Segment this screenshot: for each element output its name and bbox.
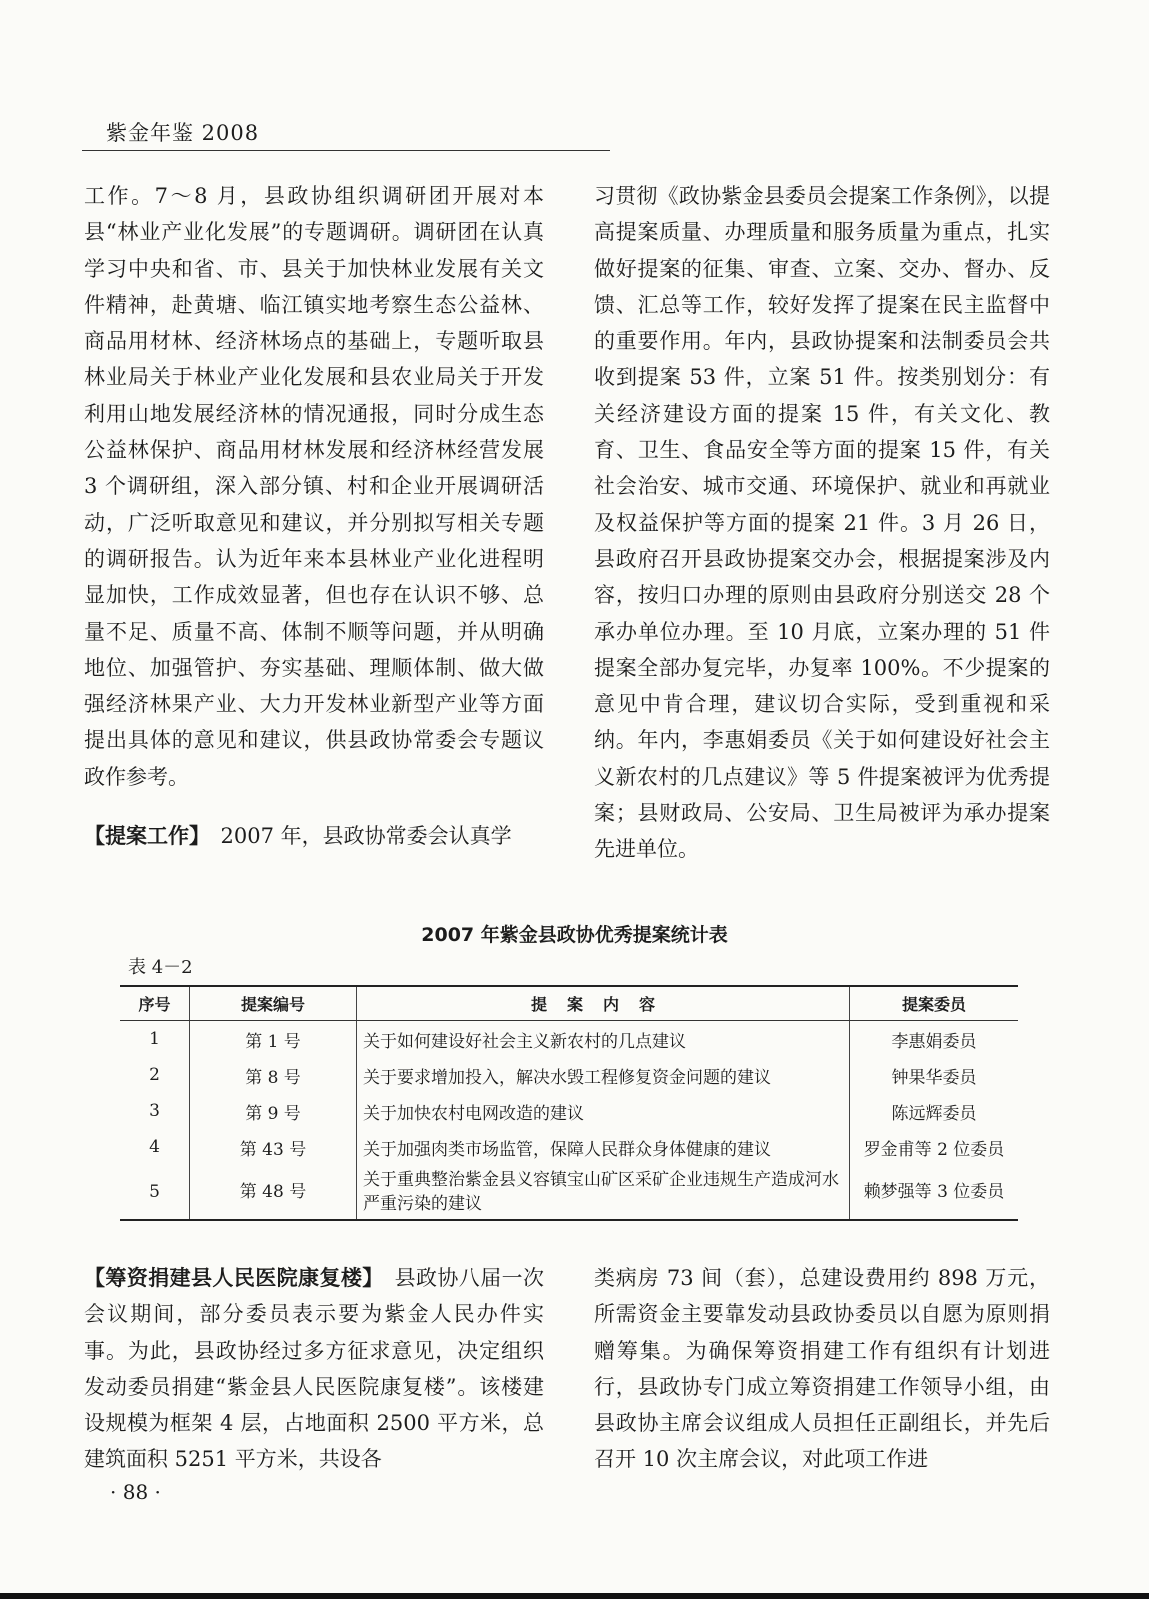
scan-edge-bar [0,1593,1149,1599]
row-no: 4 [149,1137,160,1157]
table-title: 2007 年紫金县政协优秀提案统计表 [421,924,728,946]
header-rule [82,150,610,151]
proposal-work-continued: 习贯彻《政协紫金县委员会提案工作条例》，以提高提案质量、办理质量和服务质量为重点，扎实做好提案的征集、审查、立案、交办、督办、反馈、汇总等工作，较好发挥了提案在民主监督中的重要作用。年内，县政协提案和法制委员会共收到提案 53 件，立案 51 件。按类别划分：有关经济建设方面的提案 15 件，有关文化、教育、卫生、食品安全等方面的提案 15 件，有关社会治安、城市交通、环境保护、就业和再就业及权益保护等方面的提案 21 件。3 月 26 日，县政府召开县政协提案交办会，根据提案涉及内容，按归口办理的原则由县政府分别送交 28 个承办单位办理。至 10 月底，立案办理的 51 件提案全部办复完毕，办复率 100%。不少提案的意见中肯合理，建议切合实际，受到重视和采纳。年内，李惠娟委员《关于如何建设好社会主义新农村的几点建议》等 5 件提案被评为优秀提案；县财政局、公安局、卫生局被评为承办提案先进单位。 [594,184,1050,862]
section-gap [84,795,544,818]
header-member: 提案委员 [850,986,1019,1021]
table-row [120,1057,1018,1093]
bottom-right-column [594,1260,1050,1478]
row-code: 第 1 号 [190,1021,357,1058]
header-code: 提案编号 [190,986,357,1021]
excellent-proposals-table [120,985,1018,1221]
hospital-fundraising-continued: 类病房 73 间（套），总建设费用约 898 万元，所需资金主要靠发动县政协委员以自愿为原则捐赠筹集。为确保筹资捐建工作有组织有计划进行，县政协专门成立筹资捐建工作领导小组，由县政协主席会议组成人员担任正副组长，并先后召开 10 次主席会议，对此项工作进 [594,1266,1050,1472]
row-member: 赖梦强等 3 位委员 [850,1165,1019,1220]
row-content: 关于重典整治紫金县义容镇宝山矿区采矿企业违规生产造成河水严重污染的建议 [357,1165,850,1220]
row-code: 第 43 号 [190,1129,357,1165]
row-no: 1 [149,1029,160,1049]
row-content: 关于如何建设好社会主义新农村的几点建议 [357,1021,850,1058]
left-column [84,178,544,854]
row-no: 2 [149,1065,160,1085]
row-content: 关于加强肉类市场监管，保障人民群众身体健康的建议 [357,1129,850,1165]
header-no: 序号 [120,986,190,1021]
row-no: 5 [120,1165,190,1220]
row-content: 关于加快农村电网改造的建议 [357,1093,850,1129]
section-heading-hospital: 【筹资捐建县人民医院康复楼】 [84,1266,374,1290]
row-member: 罗金甫等 2 位委员 [850,1129,1019,1165]
row-member: 陈远辉委员 [850,1093,1019,1129]
page-number: · 88 · [110,1480,161,1504]
row-code: 第 8 号 [190,1057,357,1093]
table-row [120,1021,1018,1058]
table-id: 表 4－2 [128,957,193,978]
row-no: 3 [149,1101,160,1121]
row-content: 关于要求增加投入，解决水毁工程修复资金问题的建议 [357,1057,850,1093]
row-member: 钟果华委员 [850,1057,1019,1093]
bottom-left-column [84,1260,544,1478]
row-member: 李惠娟委员 [850,1021,1019,1058]
section-heading-proposal-work: 【提案工作】 [84,824,200,849]
hospital-fundraising-text: 县政协八届一次会议期间，部分委员表示要为紫金人民办件实事。为此，县政协经过多方征求意见，决定组织发动委员捐建“紫金县人民医院康复楼”。该楼建设规模为框架 4 层，占地面积 2500 平方米，总建筑面积 5251 平方米，共设各 [84,1266,545,1472]
forestry-survey-paragraph: 工作。7～8 月，县政协组织调研团开展对本县“林业产业化发展”的专题调研。调研团在认真学习中央和省、市、县关于加快林业发展有关文件精神，赴黄塘、临江镇实地考察生态公益林、商品用材林、经济林场点的基础上，专题听取县林业局关于林业产业化发展和县农业局关于开发利用山地发展经济林的情况通报，同时分成生态公益林保护、商品用材林发展和经济林经营发展 3 个调研组，深入部分镇、村和企业开展调研活动，广泛听取意见和建议，并分别拟写相关专题的调研报告。认为近年来本县林业产业化进程明显加快，工作成效显著，但也存在认识不够、总量不足、质量不高、体制不顺等问题，并从明确地位、加强管护、夯实基础、理顺体制、做大做强经济林果产业、大力开发林业新型产业等方面提出具体的意见和建议，供县政协常委会专题议政作参考。 [84,184,544,789]
running-header: 紫金年鉴 2008 [106,121,260,145]
row-code: 第 48 号 [190,1165,357,1220]
proposal-work-paragraph [84,818,544,854]
row-code: 第 9 号 [190,1093,357,1129]
header-content: 提案内容 [357,986,850,1021]
table-row [120,1165,1018,1220]
right-column [594,178,1050,868]
table-row [120,1093,1018,1129]
table-header-row [120,986,1018,1021]
proposal-work-text: 2007 年，县政协常委会认真学 [220,824,512,849]
hospital-fundraising-paragraph [84,1260,544,1478]
table-row [120,1129,1018,1165]
